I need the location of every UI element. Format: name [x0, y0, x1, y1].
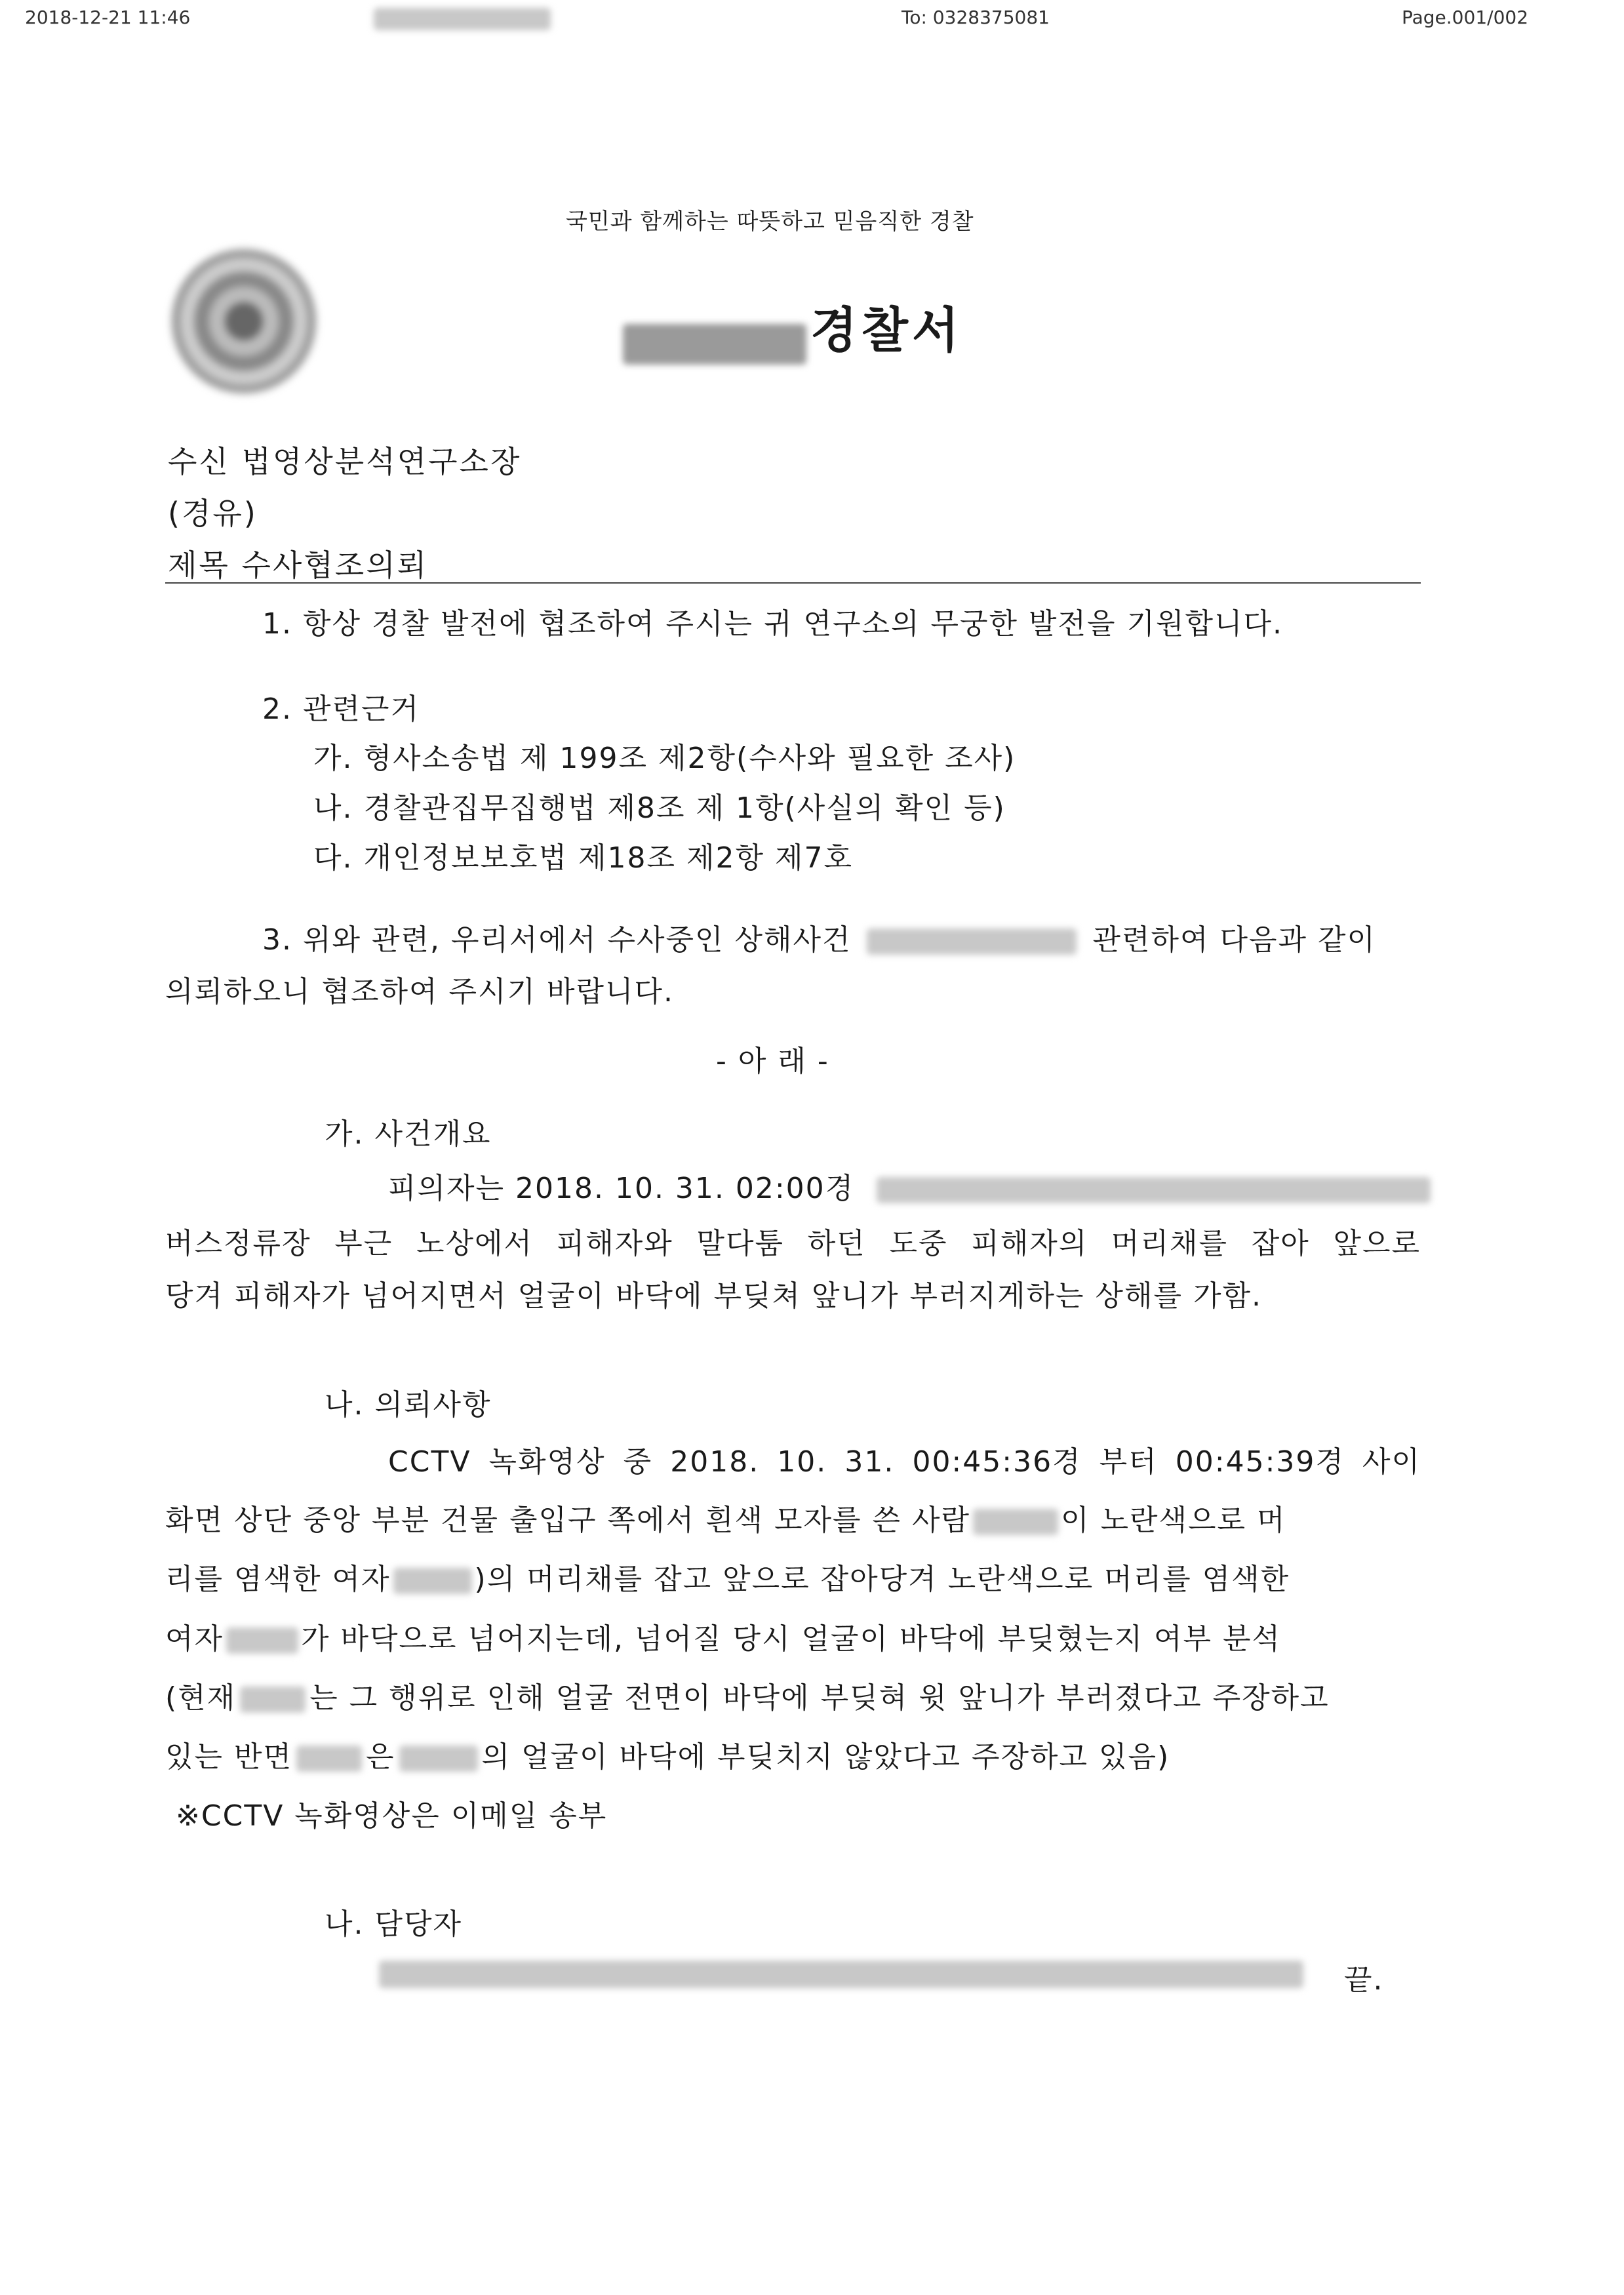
incident-line-1: 피의자는 2018. 10. 31. 02:00경 — [388, 1165, 1431, 1207]
police-emblem-seal — [172, 249, 316, 393]
cctv-email-note: ※CCTV 녹화영상은 이메일 송부 — [176, 1799, 608, 1833]
legal-basis-item: 다. 개인정보보호법 제18조 제2항 제7호 — [313, 841, 853, 875]
recipient-line: 수신 법영상분석연구소장 — [168, 444, 522, 479]
via-line: (경유) — [168, 496, 258, 531]
redacted-case-number — [867, 928, 1077, 955]
incident-line-2: 버스정류장 부근 노상에서 피해자와 말다툼 하던 도중 피해자의 머리채를 잡아 앞으로 — [165, 1227, 1421, 1260]
redacted-name — [226, 1627, 298, 1654]
below-heading: - 아 래 - — [716, 1045, 829, 1078]
request-line-4: 여자 가 바닥으로 넘어지는데, 넘어질 당시 얼굴이 바닥에 부딪혔는지 여부 분석 — [165, 1622, 1281, 1656]
end-mark: 끝. — [1344, 1963, 1384, 1997]
subject-line: 제목 수사협조의뢰 — [168, 548, 429, 583]
section-incident-summary-title: 가. 사건개요 — [325, 1117, 492, 1151]
slogan: 국민과 함께하는 따뜻하고 믿음직한 경찰 — [566, 209, 974, 235]
redacted-name — [240, 1686, 306, 1713]
paragraph-3-line-1: 3. 위와 관련, 우리서에서 수사중인 상해사건 관련하여 다음과 같이 — [262, 923, 1376, 957]
fax-datetime: 2018-12-21 11:46 — [25, 7, 191, 28]
redacted-name — [973, 1509, 1058, 1535]
header-divider — [165, 582, 1421, 584]
redacted-contact-info — [379, 1961, 1303, 1988]
redacted-name — [296, 1746, 362, 1772]
paragraph-1: 1. 항상 경찰 발전에 협조하여 주시는 귀 연구소의 무궁한 발전을 기원합니다. — [262, 607, 1283, 641]
fax-page-number: Page.001/002 — [1402, 7, 1529, 28]
request-line-2: 화면 상단 중앙 부분 건물 출입구 쪽에서 흰색 모자를 쓴 사람 이 노란색으로 머 — [165, 1504, 1286, 1537]
redacted-location — [877, 1177, 1431, 1203]
legal-basis-item: 가. 형사소송법 제 199조 제2항(수사와 필요한 조사) — [313, 742, 1016, 775]
redacted-station-prefix — [623, 324, 806, 365]
redacted-name — [399, 1746, 478, 1772]
police-station-name: 경찰서 — [623, 292, 962, 365]
legal-basis-item: 나. 경찰관집무집행법 제8조 제 1항(사실의 확인 등) — [313, 791, 1006, 825]
request-line-6: 있는 반면 은 의 얼굴이 바닥에 부딪치지 않았다고 주장하고 있음) — [165, 1740, 1170, 1774]
paragraph-2-title: 2. 관련근거 — [262, 692, 420, 726]
incident-line-3: 당겨 피해자가 넘어지면서 얼굴이 바닥에 부딪쳐 앞니가 부러지게하는 상해를 가함. — [165, 1279, 1262, 1313]
request-line-3: 리를 염색한 여자 )의 머리채를 잡고 앞으로 잡아당겨 노란색으로 머리를 염색한 — [165, 1563, 1290, 1596]
paragraph-3-line-2: 의뢰하오니 협조하여 주시기 바랍니다. — [165, 975, 675, 1008]
section-request-title: 나. 의뢰사항 — [325, 1388, 492, 1422]
request-line-5: (현재 는 그 행위로 인해 얼굴 전면이 바닥에 부딪혀 윗 앞니가 부러졌다고 주장하고 — [165, 1681, 1330, 1715]
fax-recipient-number: To: 0328375081 — [901, 7, 1050, 28]
section-contact-title: 나. 담당자 — [325, 1907, 462, 1941]
redacted-sender — [374, 8, 551, 30]
request-line-1: CCTV 녹화영상 중 2018. 10. 31. 00:45:36경 부터 00:45:39경 사이 — [388, 1445, 1421, 1479]
redacted-name — [393, 1568, 472, 1594]
